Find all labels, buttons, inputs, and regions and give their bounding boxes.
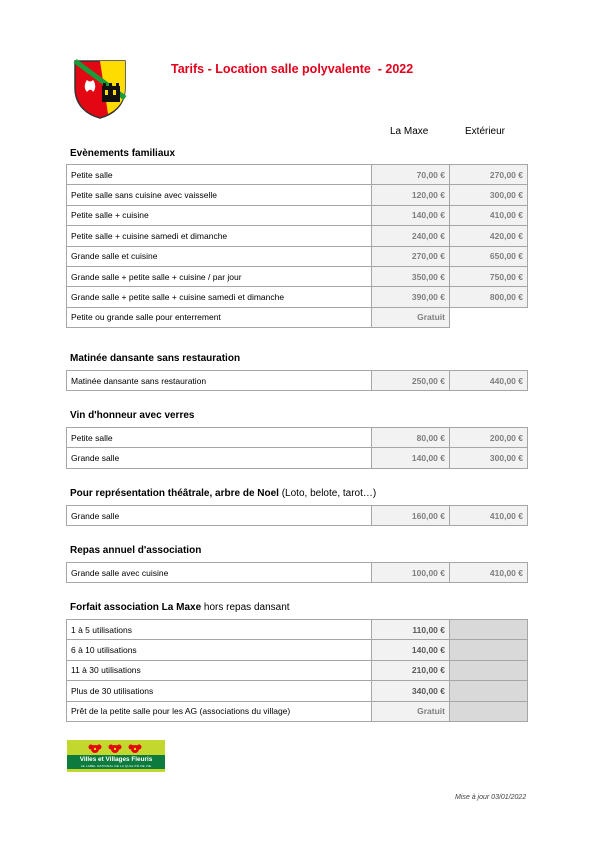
table-row	[67, 620, 528, 640]
badge-text: Villes et Villages Fleuris	[79, 756, 153, 763]
row-label: 6 à 10 utilisations	[67, 640, 372, 660]
price-exterieur-blank	[450, 660, 528, 680]
table-row	[67, 185, 528, 205]
table-row	[67, 701, 528, 721]
price-exterieur: 800,00 €	[450, 287, 528, 307]
price-la-maxe: 210,00 €	[372, 660, 450, 680]
price-exterieur: 750,00 €	[450, 266, 528, 286]
price-la-maxe: 250,00 €	[372, 371, 450, 391]
price-la-maxe: 240,00 €	[372, 226, 450, 246]
price-exterieur: 440,00 €	[450, 371, 528, 391]
row-label: Grande salle et cuisine	[67, 246, 372, 266]
price-exterieur: 300,00 €	[450, 448, 528, 468]
row-label: Prêt de la petite salle pour les AG (associations du village)	[67, 701, 372, 721]
price-exterieur: 300,00 €	[450, 185, 528, 205]
price-la-maxe: 140,00 €	[372, 640, 450, 660]
table-row	[67, 165, 528, 185]
row-label: Grande salle	[67, 506, 372, 526]
row-label: Grande salle	[67, 448, 372, 468]
price-table	[66, 505, 528, 526]
price-exterieur: 200,00 €	[450, 428, 528, 448]
price-la-maxe: 70,00 €	[372, 165, 450, 185]
section-title-note: hors repas dansant	[201, 602, 290, 613]
price-la-maxe: 160,00 €	[372, 506, 450, 526]
update-date: Mise à jour 03/01/2022	[455, 794, 527, 801]
table-row	[67, 428, 528, 448]
price-exterieur-blank	[450, 620, 528, 640]
price-table	[66, 562, 528, 583]
coat-of-arms-logo	[72, 58, 128, 120]
price-table	[66, 427, 528, 469]
price-exterieur: 410,00 €	[450, 563, 528, 583]
table-row	[67, 371, 528, 391]
flowers-icon	[81, 743, 153, 755]
price-la-maxe: 140,00 €	[372, 205, 450, 225]
table-row	[67, 506, 528, 526]
row-label: Grande salle + petite salle + cuisine samedi et dimanche	[67, 287, 372, 307]
table-row	[67, 266, 528, 286]
badge-label	[67, 755, 165, 769]
price-exterieur: 410,00 €	[450, 506, 528, 526]
section-title-main: Pour représentation théâtrale, arbre de Noel	[70, 488, 279, 499]
row-label: 11 à 30 utilisations	[67, 660, 372, 680]
table-row	[67, 563, 528, 583]
table-row	[67, 640, 528, 660]
price-la-maxe: 340,00 €	[372, 681, 450, 701]
row-label: Petite ou grande salle pour enterrement	[67, 307, 372, 327]
table-row	[67, 307, 528, 327]
section-title	[70, 602, 290, 613]
table-row	[67, 226, 528, 246]
price-exterieur: 420,00 €	[450, 226, 528, 246]
price-la-maxe: 270,00 €	[372, 246, 450, 266]
row-label: Grande salle avec cuisine	[67, 563, 372, 583]
section-title	[70, 488, 376, 499]
villes-villages-fleuris-badge	[67, 740, 165, 772]
price-la-maxe: 120,00 €	[372, 185, 450, 205]
row-label: Petite salle + cuisine samedi et dimanche	[67, 226, 372, 246]
price-la-maxe: 110,00 €	[372, 620, 450, 640]
table-row	[67, 660, 528, 680]
price-exterieur: 270,00 €	[450, 165, 528, 185]
row-label: Petite salle	[67, 428, 372, 448]
price-exterieur-blank	[450, 640, 528, 660]
price-table	[66, 164, 528, 328]
price-la-maxe: 100,00 €	[372, 563, 450, 583]
row-label: Grande salle + petite salle + cuisine / par jour	[67, 266, 372, 286]
price-table	[66, 619, 528, 722]
section-title: Matinée dansante sans restauration	[70, 353, 241, 364]
price-la-maxe: 350,00 €	[372, 266, 450, 286]
price-exterieur-blank	[450, 701, 528, 721]
table-row	[67, 681, 528, 701]
page-title: Tarifs - Location salle polyvalente - 2022	[171, 62, 414, 76]
price-la-maxe: Gratuit	[372, 701, 450, 721]
price-table	[66, 370, 528, 391]
row-label: Petite salle	[67, 165, 372, 185]
row-label: Matinée dansante sans restauration	[67, 371, 372, 391]
price-la-maxe: 140,00 €	[372, 448, 450, 468]
table-row	[67, 287, 528, 307]
section-title-main: Forfait association La Maxe	[70, 602, 202, 613]
row-label: Petite salle sans cuisine avec vaisselle	[67, 185, 372, 205]
price-la-maxe: 80,00 €	[372, 428, 450, 448]
empty-cell	[450, 307, 528, 327]
section-title: Repas annuel d'association	[70, 545, 202, 556]
price-exterieur: 410,00 €	[450, 205, 528, 225]
price-exterieur-blank	[450, 681, 528, 701]
column-header-la-maxe: La Maxe	[390, 126, 429, 137]
price-exterieur: 650,00 €	[450, 246, 528, 266]
section-title-note: (Loto, belote, tarot…)	[278, 488, 377, 499]
section-title: Vin d'honneur avec verres	[70, 410, 195, 421]
price-la-maxe: Gratuit	[372, 307, 450, 327]
section-title: Evènements familiaux	[70, 148, 176, 159]
badge-subtext: LE LABEL NATIONAL DE LA QUALITÉ DE VIE	[80, 764, 152, 768]
table-row	[67, 448, 528, 468]
table-row	[67, 246, 528, 266]
column-header-exterieur: Extérieur	[465, 126, 506, 137]
row-label: Petite salle + cuisine	[67, 205, 372, 225]
row-label: 1 à 5 utilisations	[67, 620, 372, 640]
table-row	[67, 205, 528, 225]
price-la-maxe: 390,00 €	[372, 287, 450, 307]
row-label: Plus de 30 utilisations	[67, 681, 372, 701]
